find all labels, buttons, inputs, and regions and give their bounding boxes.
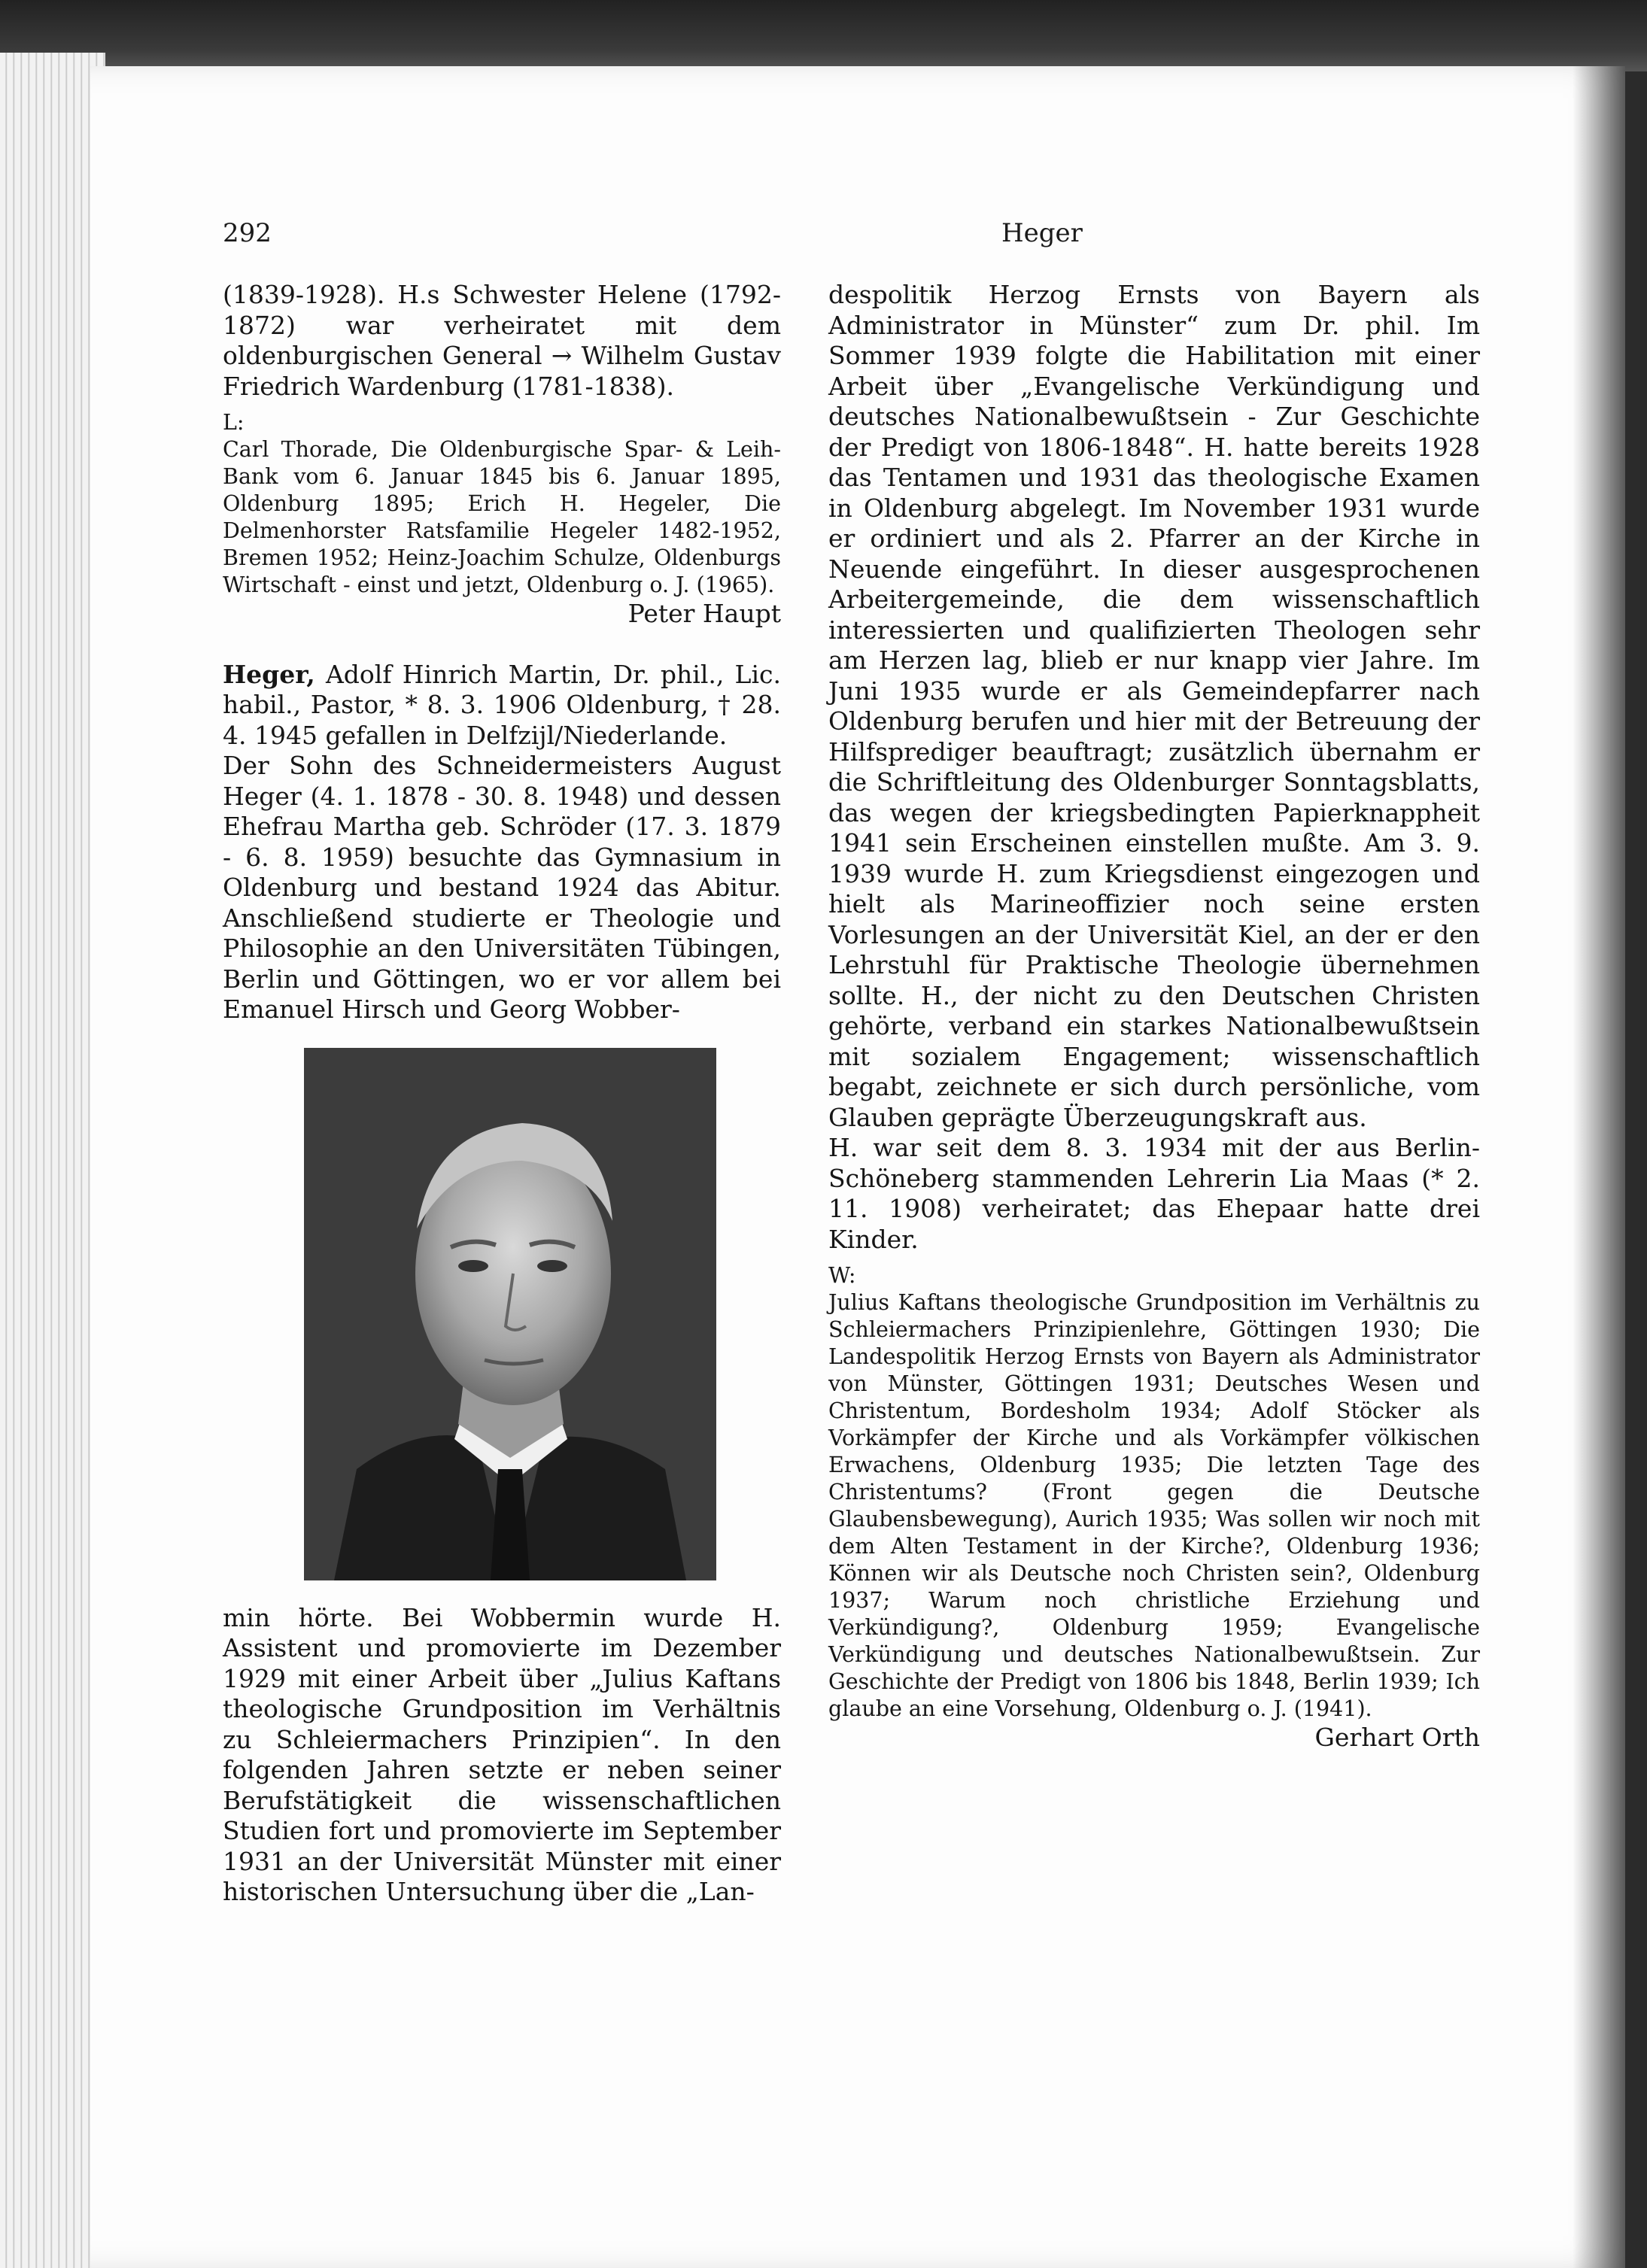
entry-heading [223, 660, 781, 751]
page-header [223, 218, 1479, 256]
portrait-illustration [304, 1048, 716, 1580]
author-signature: Peter Haupt [628, 599, 781, 628]
entry-details: Adolf Hinrich Martin, Dr. phil., Lic. habil., Pastor, * 8. 3. 1906 Oldenburg, † 28. 4. 1945 gefallen in Delfzijl/Niederlande. [223, 659, 781, 750]
biography-paragraph-right: despolitik Herzog Ernsts von Bayern als Administrator in Münster“ zum Dr. phil. Im Sommer 1939 folgte die Habilitation mit einer Arbeit über „Evangelische Verkündigung und deutsches Nationalbewußtsein - Zur Geschichte der Predigt von 1806-1848“. H. hatte bereits 1928 das Tentamen und 1931 das theologische Examen in Oldenburg abgelegt. Im November 1931 wurde er ordiniert und als 2. Pfarrer an der Kirche in Neuende eingeführt. In dieser ausgesprochenen Arbeitergemeinde, die dem wissenschaftlich interessierten und qualifizierten Theologen sehr am Herzen lag, blieb er nur knapp vier Jahre. Im Juni 1935 wurde er als Gemeindepfarrer nach Oldenburg berufen und hier mit der Betreuung der Hilfsprediger beauftragt; zusätzlich übernahm er die Schriftleitung des Oldenburger Sonntagsblatts, das wegen der kriegsbedingten Papierknappheit 1941 sein Erscheinen einstellen mußte. Am 3. 9. 1939 wurde H. zum Kriegsdienst eingezogen und hielt als Marineoffizier noch seine ersten Vorlesungen an der Universität Kiel, an der er den Lehrstuhl für Praktische Theologie übernehmen sollte. H., der nicht zu den Deutschen Christen gehörte, verband ein starkes Nationalbewußtsein mit sozialem Engagement; wissenschaftlich begabt, zeichnete er sich durch persönliche, vom Glauben geprägte Überzeugungskraft aus. [828, 280, 1480, 1132]
left-column [223, 280, 781, 1908]
works-label: W: [828, 1263, 856, 1288]
works-text: Julius Kaftans theologische Grundposition im Verhältnis zu Schleiermachers Prinzipienlehre, Göttingen 1930; Die Landespolitik Herzog Ernsts von Bayern als Administrator von Münster, Göttingen 1931; Deutsches Wesen und Christentum, Bordesholm 1934; Adolf Stöcker als Vorkämpfer der Kirche und als Vorkämpfer völkischen Erwachens, Oldenburg 1935; Die letzten Tage des Christentums? (Front gegen die Deutsche Glaubensbewegung), Aurich 1935; Was sollen wir noch mit dem Alten Testament in der Kirche?, Oldenburg 1936; Können wir als Deutsche noch Christen sein?, Oldenburg 1937; Warum noch christliche Erziehung und Verkündigung?, Oldenburg 1959; Evangelische Verkündigung und deutsches Nationalbewußtsein. Zur Geschichte der Predigt von 1806 bis 1848, Berlin 1939; Ich glaube an eine Vorsehung, Oldenburg o. J. (1941). [828, 1290, 1480, 1721]
book-top-shadow [0, 0, 1647, 71]
author-signature-2: Gerhart Orth [1314, 1723, 1480, 1752]
biography-paragraph-continued: min hörte. Bei Wobbermin wurde H. Assistent und promovierte im Dezember 1929 mit einer Arbeit über „Julius Kaftans theologische Grundposition im Verhältnis zu Schleiermachers Prinzipien“. In den folgenden Jahren setzte er neben seiner Berufstätigkeit die wissenschaftlichen Studien fort und promovierte im September 1931 an der Universität Münster mit einer historischen Untersuchung über die „Lan- [223, 1602, 781, 1906]
literature-label: L: [223, 410, 245, 435]
running-head: Heger [1001, 218, 1083, 248]
book-page-edges [0, 53, 105, 2268]
page-number: 292 [223, 218, 272, 248]
gutter-shade [1573, 66, 1625, 2268]
entry-name: Heger, [223, 659, 315, 689]
biography-paragraph: Der Sohn des Schneidermeisters August Heger (4. 1. 1878 - 30. 8. 1948) und dessen Ehefrau Martha geb. Schröder (17. 3. 1879 - 6. 8. 1959) besuchte das Gymnasium in Oldenburg und bestand 1924 das Abitur. Anschließend studierte er Theologie und Philosophie an den Universitäten Tübingen, Berlin und Göttingen, wo er vor allem bei Emanuel Hirsch und Georg Wobber- [223, 751, 781, 1024]
family-paragraph: H. war seit dem 8. 3. 1934 mit der aus Berlin-Schöneberg stammenden Lehrerin Lia Maas (* 2. 11. 1908) verheiratet; das Ehepaar hatte drei Kinder. [828, 1133, 1480, 1254]
literature-text: Carl Thorade, Die Oldenburgische Spar- & Leih-Bank vom 6. Januar 1845 bis 6. Januar 1895, Oldenburg 1895; Erich H. Hegeler, Die Delmenhorster Ratsfamilie Hegeler 1482-1952, Bremen 1952; Heinz-Joachim Schulze, Oldenburgs Wirtschaft - einst und jetzt, Oldenburg o. J. (1965). [223, 437, 781, 597]
portrait-photo [304, 1048, 716, 1580]
paragraph-continuation: (1839-1928). H.s Schwester Helene (1792-1872) war verheiratet mit dem oldenburgischen General → Wilhelm Gustav Friedrich Wardenburg (1781-1838). [223, 280, 781, 401]
right-column [828, 280, 1480, 1753]
